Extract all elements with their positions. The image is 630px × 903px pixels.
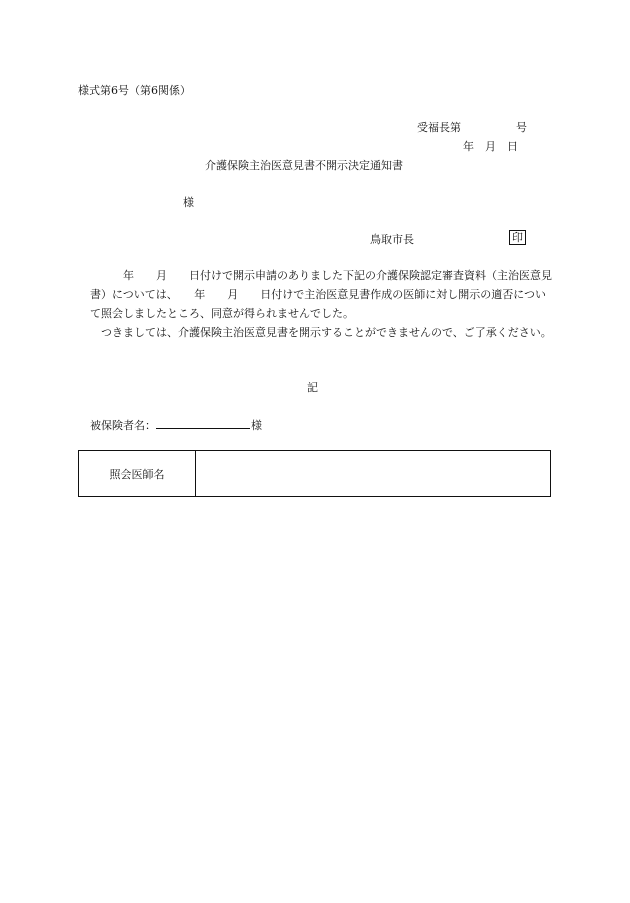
- document-date: 年 月 日: [463, 140, 518, 153]
- receipt-number: 受福長第 号: [417, 121, 527, 134]
- document-title: 介護保険主治医意見書不開示決定通知書: [205, 159, 403, 172]
- insured-name-blank: [156, 417, 250, 429]
- doctor-table: [78, 450, 551, 497]
- form-number: 様式第6号（第6関係）: [78, 84, 191, 97]
- seal-text: 印: [509, 230, 526, 245]
- notice-body: [90, 266, 552, 342]
- issuer-name: 鳥取市長: [370, 233, 414, 246]
- notice-paragraph-1: 年 月 日付けで開示申請のありました下記の介護保険認定審査資料（主治医意見書）については、 年 月 日付けで主治医意見書作成の医師に対し開示の適否について照会しましたところ、同意が得られませんでした。: [90, 269, 552, 320]
- doctor-value-cell: [196, 451, 551, 497]
- seal-mark: [509, 230, 526, 245]
- insured-name-line: [90, 417, 262, 433]
- table-row: [79, 451, 551, 497]
- doctor-label-cell: 照会医師名: [79, 451, 196, 497]
- notice-paragraph-2: つきましては、介護保険主治医意見書を開示することができませんので、ご了承ください。: [90, 326, 552, 339]
- addressee-suffix: 様: [183, 196, 194, 209]
- ki-heading: 記: [307, 381, 318, 394]
- insured-name-suffix: 様: [251, 419, 262, 432]
- insured-name-label: 被保険者名：: [90, 419, 156, 432]
